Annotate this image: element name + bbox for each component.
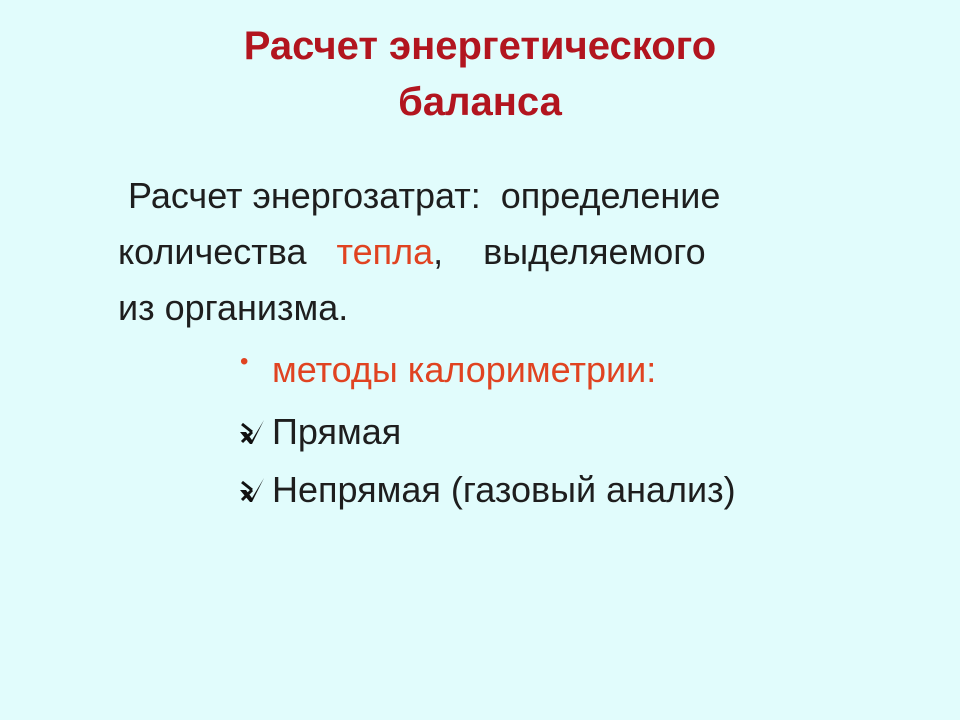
intro-line-2-before: количества [118, 231, 337, 272]
arrow-check-icon [238, 404, 272, 460]
intro-line-3: из организма. [118, 287, 349, 328]
slide-title [0, 18, 960, 130]
slide-title-line-2: баланса [398, 80, 562, 124]
method-item-direct [238, 404, 401, 460]
method-item-label: Непрямая (газовый анализ) [272, 469, 736, 510]
method-item-indirect [238, 462, 736, 518]
highlight-word-heat: тепла [336, 231, 434, 272]
intro-line-2-after: , выделяемого [433, 231, 706, 272]
intro-line-1: Расчет энергозатрат: определение [118, 175, 721, 216]
arrow-check-icon [238, 462, 272, 518]
intro-paragraph [118, 168, 848, 336]
intro-line-2 [118, 224, 848, 280]
method-item-label: Прямая [272, 411, 402, 452]
methods-heading-label: методы калориметрии: [272, 349, 657, 390]
slide-title-line-1: Расчет энергетического [243, 24, 717, 68]
dot-bullet-icon: • [240, 348, 249, 375]
methods-heading [240, 342, 656, 398]
